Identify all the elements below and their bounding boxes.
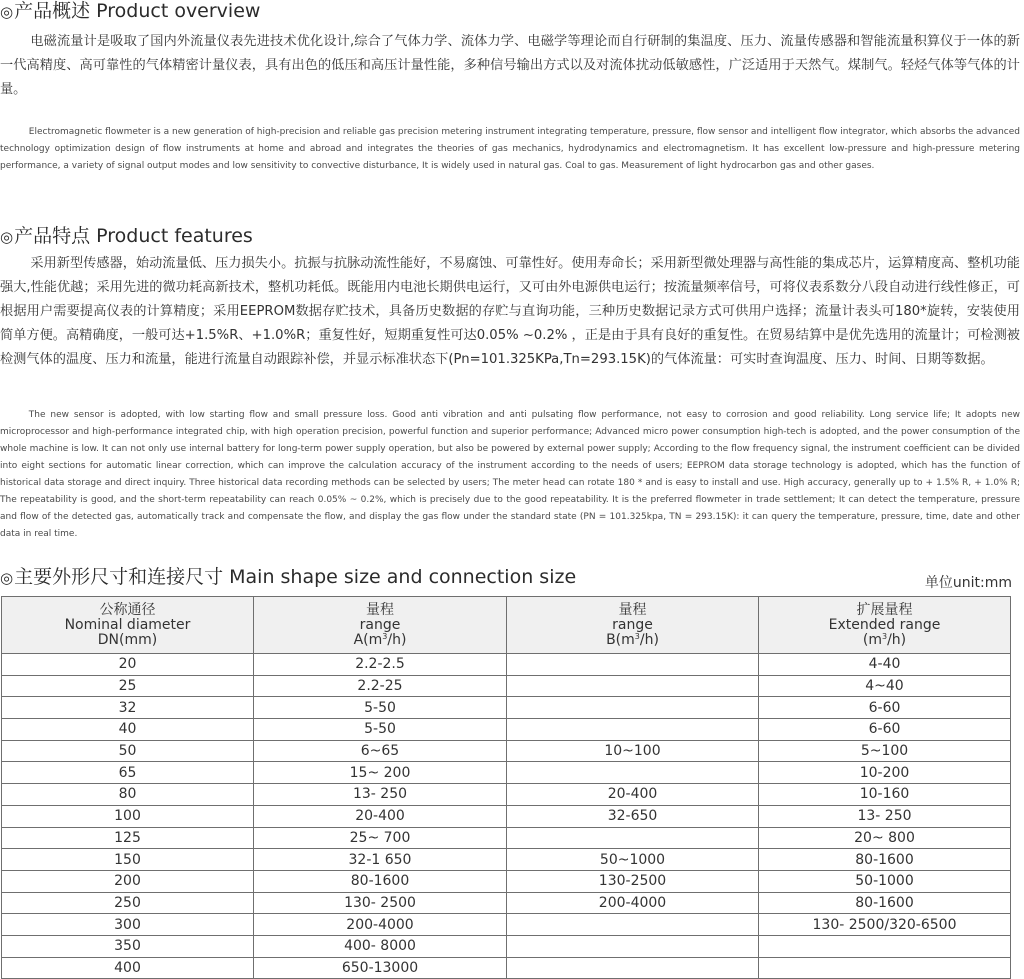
header-unit: $(m^3/h)$ xyxy=(862,631,907,648)
cell-range-b xyxy=(507,935,759,957)
cell-range-b: 200-4000 xyxy=(507,892,759,914)
cell-range-b xyxy=(507,957,759,979)
column-header-extended-range xyxy=(759,597,1011,654)
cell-dn: 350 xyxy=(2,935,254,957)
header-en: Nominal diameter xyxy=(64,616,191,633)
cell-extended-range: 4-40 xyxy=(759,654,1011,676)
features-en-paragraph xyxy=(0,407,1020,543)
features-heading-text: 产品特点 Product features xyxy=(14,225,253,247)
cell-extended-range: 4~40 xyxy=(759,675,1011,697)
header-zh: 扩展量程 xyxy=(856,601,913,618)
cell-range-a: 13- 250 xyxy=(254,784,507,806)
cell-extended-range: 50-1000 xyxy=(759,870,1011,892)
cell-range-b xyxy=(507,762,759,784)
table-row xyxy=(2,827,1011,849)
overview-heading xyxy=(0,0,260,24)
table-row xyxy=(2,719,1011,741)
table-row xyxy=(2,654,1011,676)
table-header-row xyxy=(2,597,1011,654)
cell-range-a: 15~ 200 xyxy=(254,762,507,784)
cell-range-b: 130-2500 xyxy=(507,870,759,892)
cell-extended-range: 13- 250 xyxy=(759,805,1011,827)
cell-extended-range xyxy=(759,957,1011,979)
cell-dn: 20 xyxy=(2,654,254,676)
cell-dn: 300 xyxy=(2,914,254,936)
features-zh-text: 采用新型传感器，始动流量低、压力损失小。抗振与抗脉动流性能好，不易腐蚀、可靠性好。使用寿命长；采用新型微处理器与高性能的集成芯片，运算精度高、整机功能强大,性能优越；采用先进的微功耗高新技术，整机功耗低。既能用内电池长期供电运行，又可由外电源供电运行；按流量频率信号，可将仪表系数分八段自动进行线性修正，可根据用户需要提高仪表的计算精度；采用EEPROM数据存贮技术，具备历史数据的存贮与直询功能，三种历史数据记录方式可供用户选择；流量计表头可180*旋转，安装使用简单方便。高精确度，一般可达+1.5%R、+1.0%R；重复性好，短期重复性可达0.05% ~0.2% ，正是由于具有良好的重复性。在贸易结算中是优先选用的流量计；可检测被检测气体的温度、压力和流量，能进行流量自动跟踪补偿，并显示标准状态下(Pn=101.325KPa,Tn=293.15K)的气体流量：可实时查询温度、压力、时间、日期等数据。 xyxy=(0,256,1020,367)
cell-dn: 32 xyxy=(2,697,254,719)
table-row xyxy=(2,784,1011,806)
size-table-body xyxy=(2,654,1011,979)
cell-range-a: 650-13000 xyxy=(254,957,507,979)
cell-range-b xyxy=(507,914,759,936)
bullet-circle-icon: ◎ xyxy=(0,228,14,246)
cell-extended-range xyxy=(759,935,1011,957)
cell-dn: 150 xyxy=(2,849,254,871)
cell-dn: 100 xyxy=(2,805,254,827)
bullet-circle-icon: ◎ xyxy=(0,3,14,21)
table-row xyxy=(2,914,1011,936)
cell-range-a: 5-50 xyxy=(254,719,507,741)
cell-range-b xyxy=(507,654,759,676)
table-row xyxy=(2,675,1011,697)
column-header-nominal-diameter xyxy=(2,597,254,654)
cell-range-b: 10~100 xyxy=(507,740,759,762)
column-header-range-a xyxy=(254,597,507,654)
cell-dn: 40 xyxy=(2,719,254,741)
table-row xyxy=(2,849,1011,871)
cell-range-a: 200-4000 xyxy=(254,914,507,936)
header-zh: 公称通径 xyxy=(99,601,156,618)
header-unit: $B(m^3/h)$ xyxy=(606,631,659,648)
cell-range-b: 20-400 xyxy=(507,784,759,806)
cell-extended-range: 130- 2500/320-6500 xyxy=(759,914,1011,936)
cell-extended-range: 10-200 xyxy=(759,762,1011,784)
header-en: Extended range xyxy=(828,616,941,633)
cell-range-b xyxy=(507,719,759,741)
cell-dn: 200 xyxy=(2,870,254,892)
table-row xyxy=(2,762,1011,784)
header-en: range xyxy=(359,616,401,633)
cell-range-b: 32-650 xyxy=(507,805,759,827)
cell-range-a: 6~65 xyxy=(254,740,507,762)
cell-extended-range: 80-1600 xyxy=(759,849,1011,871)
cell-range-a: 80-1600 xyxy=(254,870,507,892)
overview-zh-text: 电磁流量计是吸取了国内外流量仪表先进技术优化设计,综合了气体力学、流体力学、电磁学等理论而自行研制的集温度、压力、流量传感器和智能流量积算仪于一体的新一代高精度、高可靠性的气体精密计量仪表，具有出色的低压和高压计量性能，多种信号输出方式以及对流体扰动低敏感性，广泛适用于天然气。煤制气。轻烃气体等气体的计量。 xyxy=(0,34,1020,97)
size-heading xyxy=(0,565,576,590)
header-unit: $A(m^3/h)$ xyxy=(353,631,407,648)
header-zh: 量程 xyxy=(366,601,394,618)
cell-range-b xyxy=(507,675,759,697)
header-en: range xyxy=(612,616,653,633)
cell-extended-range: 80-1600 xyxy=(759,892,1011,914)
features-zh-paragraph xyxy=(0,252,1020,372)
size-table xyxy=(1,596,1011,979)
cell-range-b xyxy=(507,827,759,849)
cell-range-b: 50~1000 xyxy=(507,849,759,871)
overview-en-paragraph xyxy=(0,124,1020,175)
cell-range-a: 2.2-25 xyxy=(254,675,507,697)
features-heading xyxy=(0,224,253,249)
table-row xyxy=(2,697,1011,719)
cell-range-a: 20-400 xyxy=(254,805,507,827)
cell-range-a: 2.2-2.5 xyxy=(254,654,507,676)
column-header-range-b xyxy=(507,597,759,654)
cell-dn: 250 xyxy=(2,892,254,914)
cell-extended-range: 20~ 800 xyxy=(759,827,1011,849)
table-row xyxy=(2,805,1011,827)
features-en-text: The new sensor is adopted, with low starting flow and small pressure loss. Good anti vibration and anti pulsating flow performance, not easy to corrosion and good reliability. Long service life; It adopts new microprocessor and high-performance integrated chip, with high operation precision, powerful function and superior performance; Advanced micro power consumption high-tech is adopted, and the power consumption of the whole machine is low. It can not only use internal battery for long-term power supply operation, but also be powered by external power supply; According to the flow frequency signal, the instrument coefficient can be divided into eight sections for automatic linear correction, which can improve the calculation accuracy of the instrument according to the needs of users; EEPROM data storage technology is adopted, which has the function of historical data storage and direct inquiry. Three historical data recording methods can be selected by users; The meter head can rotate 180 * and is easy to install and use. High accuracy, generally up to + 1.5% R, + 1.0% R; The repeatability is good, and the short-term repeatability can reach 0.05% ~ 0.2%, which is precisely due to the good repeatability. It is the preferred flowmeter in trade settlement; It can detect the temperature, pressure and flow of the detected gas, automatically track and compensate the flow, and display the gas flow under the standard state (PN = 101.325kpa, TN = 293.15K): it can query the temperature, pressure, time, date and other data in real time. xyxy=(0,410,1020,539)
table-row xyxy=(2,892,1011,914)
cell-range-a: 5-50 xyxy=(254,697,507,719)
cell-extended-range: 10-160 xyxy=(759,784,1011,806)
overview-zh-paragraph xyxy=(0,30,1020,102)
table-row xyxy=(2,740,1011,762)
cell-extended-range: 6-60 xyxy=(759,719,1011,741)
table-row xyxy=(2,870,1011,892)
cell-range-a: 32-1 650 xyxy=(254,849,507,871)
cell-dn: 80 xyxy=(2,784,254,806)
cell-range-b xyxy=(507,697,759,719)
overview-en-text: Electromagnetic flowmeter is a new generation of high-precision and reliable gas precision metering instrument integrating temperature, pressure, flow sensor and intelligent flow integrator, which absorbs the advanced technology optimization design of flow instruments at home and abroad and integrates the theories of gas mechanics, hydrodynamics and electromagnetism. It has excellent low-pressure and high-pressure metering performance, a variety of signal output modes and low sensitivity to convective disturbance, It is widely used in natural gas. Coal to gas. Measurement of light hydrocarbon gas and other gases. xyxy=(0,127,1020,171)
cell-dn: 65 xyxy=(2,762,254,784)
cell-dn: 125 xyxy=(2,827,254,849)
cell-dn: 50 xyxy=(2,740,254,762)
cell-extended-range: 6-60 xyxy=(759,697,1011,719)
cell-extended-range: 5~100 xyxy=(759,740,1011,762)
cell-range-a: 130- 2500 xyxy=(254,892,507,914)
size-heading-text: 主要外形尺寸和连接尺寸 Main shape size and connection size xyxy=(14,566,577,588)
table-row xyxy=(2,935,1011,957)
bullet-circle-icon: ◎ xyxy=(0,569,14,587)
unit-label: 单位unit:mm xyxy=(924,575,1012,591)
cell-dn: 400 xyxy=(2,957,254,979)
table-row xyxy=(2,957,1011,979)
header-zh: 量程 xyxy=(618,601,647,618)
header-unit: DN(mm) xyxy=(97,631,158,648)
cell-range-a: 25~ 700 xyxy=(254,827,507,849)
cell-dn: 25 xyxy=(2,675,254,697)
overview-heading-text: 产品概述 Product overview xyxy=(14,0,261,22)
cell-range-a: 400- 8000 xyxy=(254,935,507,957)
